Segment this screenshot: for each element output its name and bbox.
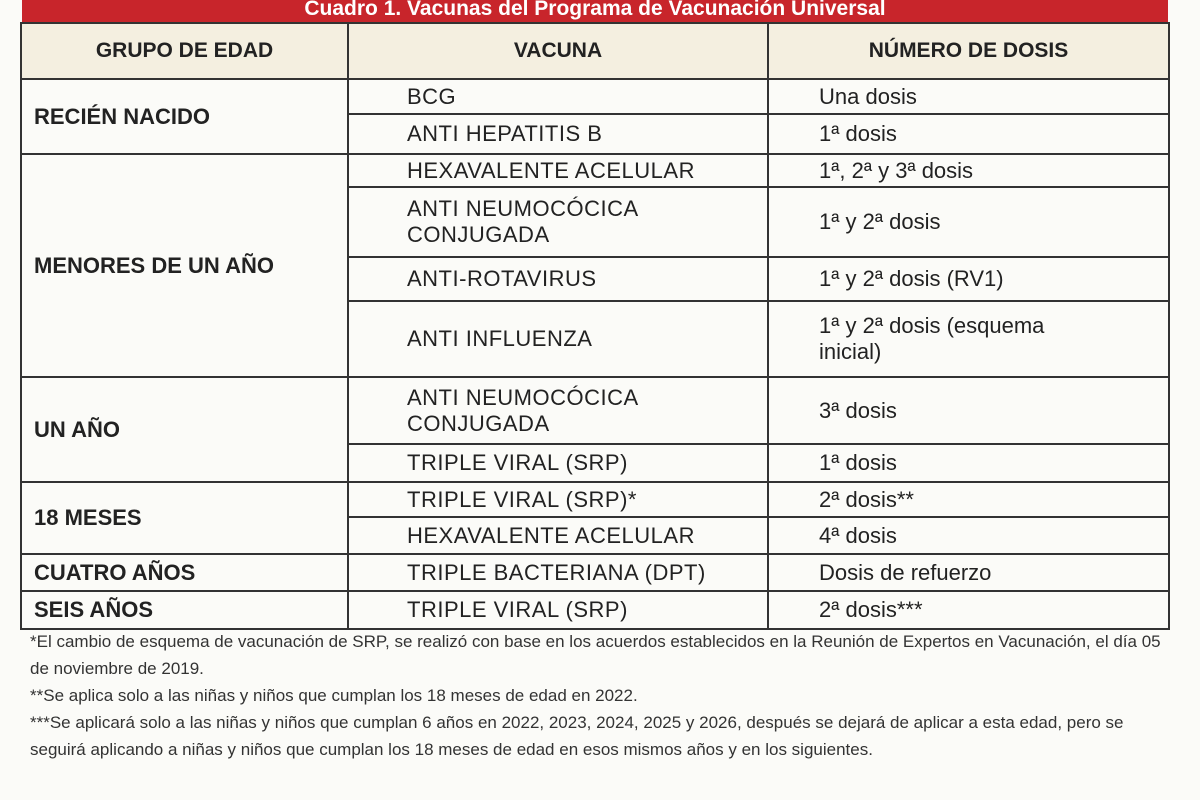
table-title: Cuadro 1. Vacunas del Programa de Vacunación Universal <box>22 0 1168 22</box>
doses-cell: Dosis de refuerzo <box>768 554 1169 591</box>
doses-cell: 2ª dosis** <box>768 482 1169 517</box>
age-group-cell: RECIÉN NACIDO <box>21 79 348 154</box>
vaccine-cell: ANTI HEPATITIS B <box>348 114 768 154</box>
doses-cell: 1ª y 2ª dosis (esquema inicial) <box>768 301 1169 377</box>
vaccine-cell: ANTI NEUMOCÓCICA CONJUGADA <box>348 187 768 257</box>
age-group-cell: MENORES DE UN AÑO <box>21 154 348 377</box>
footnote: **Se aplica solo a las niñas y niños que cumplan los 18 meses de edad en 2022. <box>30 686 638 705</box>
age-group-cell: UN AÑO <box>21 377 348 482</box>
vaccine-cell: TRIPLE VIRAL (SRP) <box>348 444 768 482</box>
vaccine-table <box>20 22 1170 630</box>
header-vaccine: VACUNA <box>348 23 768 79</box>
vaccine-cell: ANTI INFLUENZA <box>348 301 768 377</box>
vaccine-cell: ANTI NEUMOCÓCICA CONJUGADA <box>348 377 768 444</box>
vaccine-cell: HEXAVALENTE ACELULAR <box>348 154 768 187</box>
age-group-cell: SEIS AÑOS <box>21 591 348 629</box>
vaccine-cell: HEXAVALENTE ACELULAR <box>348 517 768 554</box>
table-row <box>21 377 1169 444</box>
vaccine-cell: TRIPLE BACTERIANA (DPT) <box>348 554 768 591</box>
age-group-cell: CUATRO AÑOS <box>21 554 348 591</box>
header-doses: NÚMERO DE DOSIS <box>768 23 1169 79</box>
doses-cell: 4ª dosis <box>768 517 1169 554</box>
footnotes <box>30 628 1170 763</box>
vaccine-cell: BCG <box>348 79 768 114</box>
doses-cell: 1ª y 2ª dosis <box>768 187 1169 257</box>
age-group-cell: 18 MESES <box>21 482 348 554</box>
table-row <box>21 79 1169 114</box>
table-row <box>21 591 1169 629</box>
footnote: ***Se aplicará solo a las niñas y niños que cumplan 6 años en 2022, 2023, 2024, 2025 y 2026, después se dejará de aplicar a esta edad, pero se seguirá aplicando a niñas y niños que cumplan los 18 meses de edad en esos mismos años y en los siguientes. <box>30 713 1124 759</box>
doses-cell: 1ª dosis <box>768 444 1169 482</box>
vaccine-cell: TRIPLE VIRAL (SRP) <box>348 591 768 629</box>
header-row <box>21 23 1169 79</box>
header-age-group: GRUPO DE EDAD <box>21 23 348 79</box>
doses-cell: Una dosis <box>768 79 1169 114</box>
doses-cell: 2ª dosis*** <box>768 591 1169 629</box>
doses-cell: 1ª, 2ª y 3ª dosis <box>768 154 1169 187</box>
vaccine-cell: TRIPLE VIRAL (SRP)* <box>348 482 768 517</box>
doses-cell: 1ª y 2ª dosis (RV1) <box>768 257 1169 301</box>
vaccine-cell: ANTI-ROTAVIRUS <box>348 257 768 301</box>
table-row <box>21 554 1169 591</box>
doses-cell: 1ª dosis <box>768 114 1169 154</box>
table-row <box>21 482 1169 517</box>
footnote: *El cambio de esquema de vacunación de SRP, se realizó con base en los acuerdos establecidos en la Reunión de Expertos en Vacunación, el día 05 de noviembre de 2019. <box>30 632 1161 678</box>
table-row <box>21 154 1169 187</box>
doses-cell: 3ª dosis <box>768 377 1169 444</box>
